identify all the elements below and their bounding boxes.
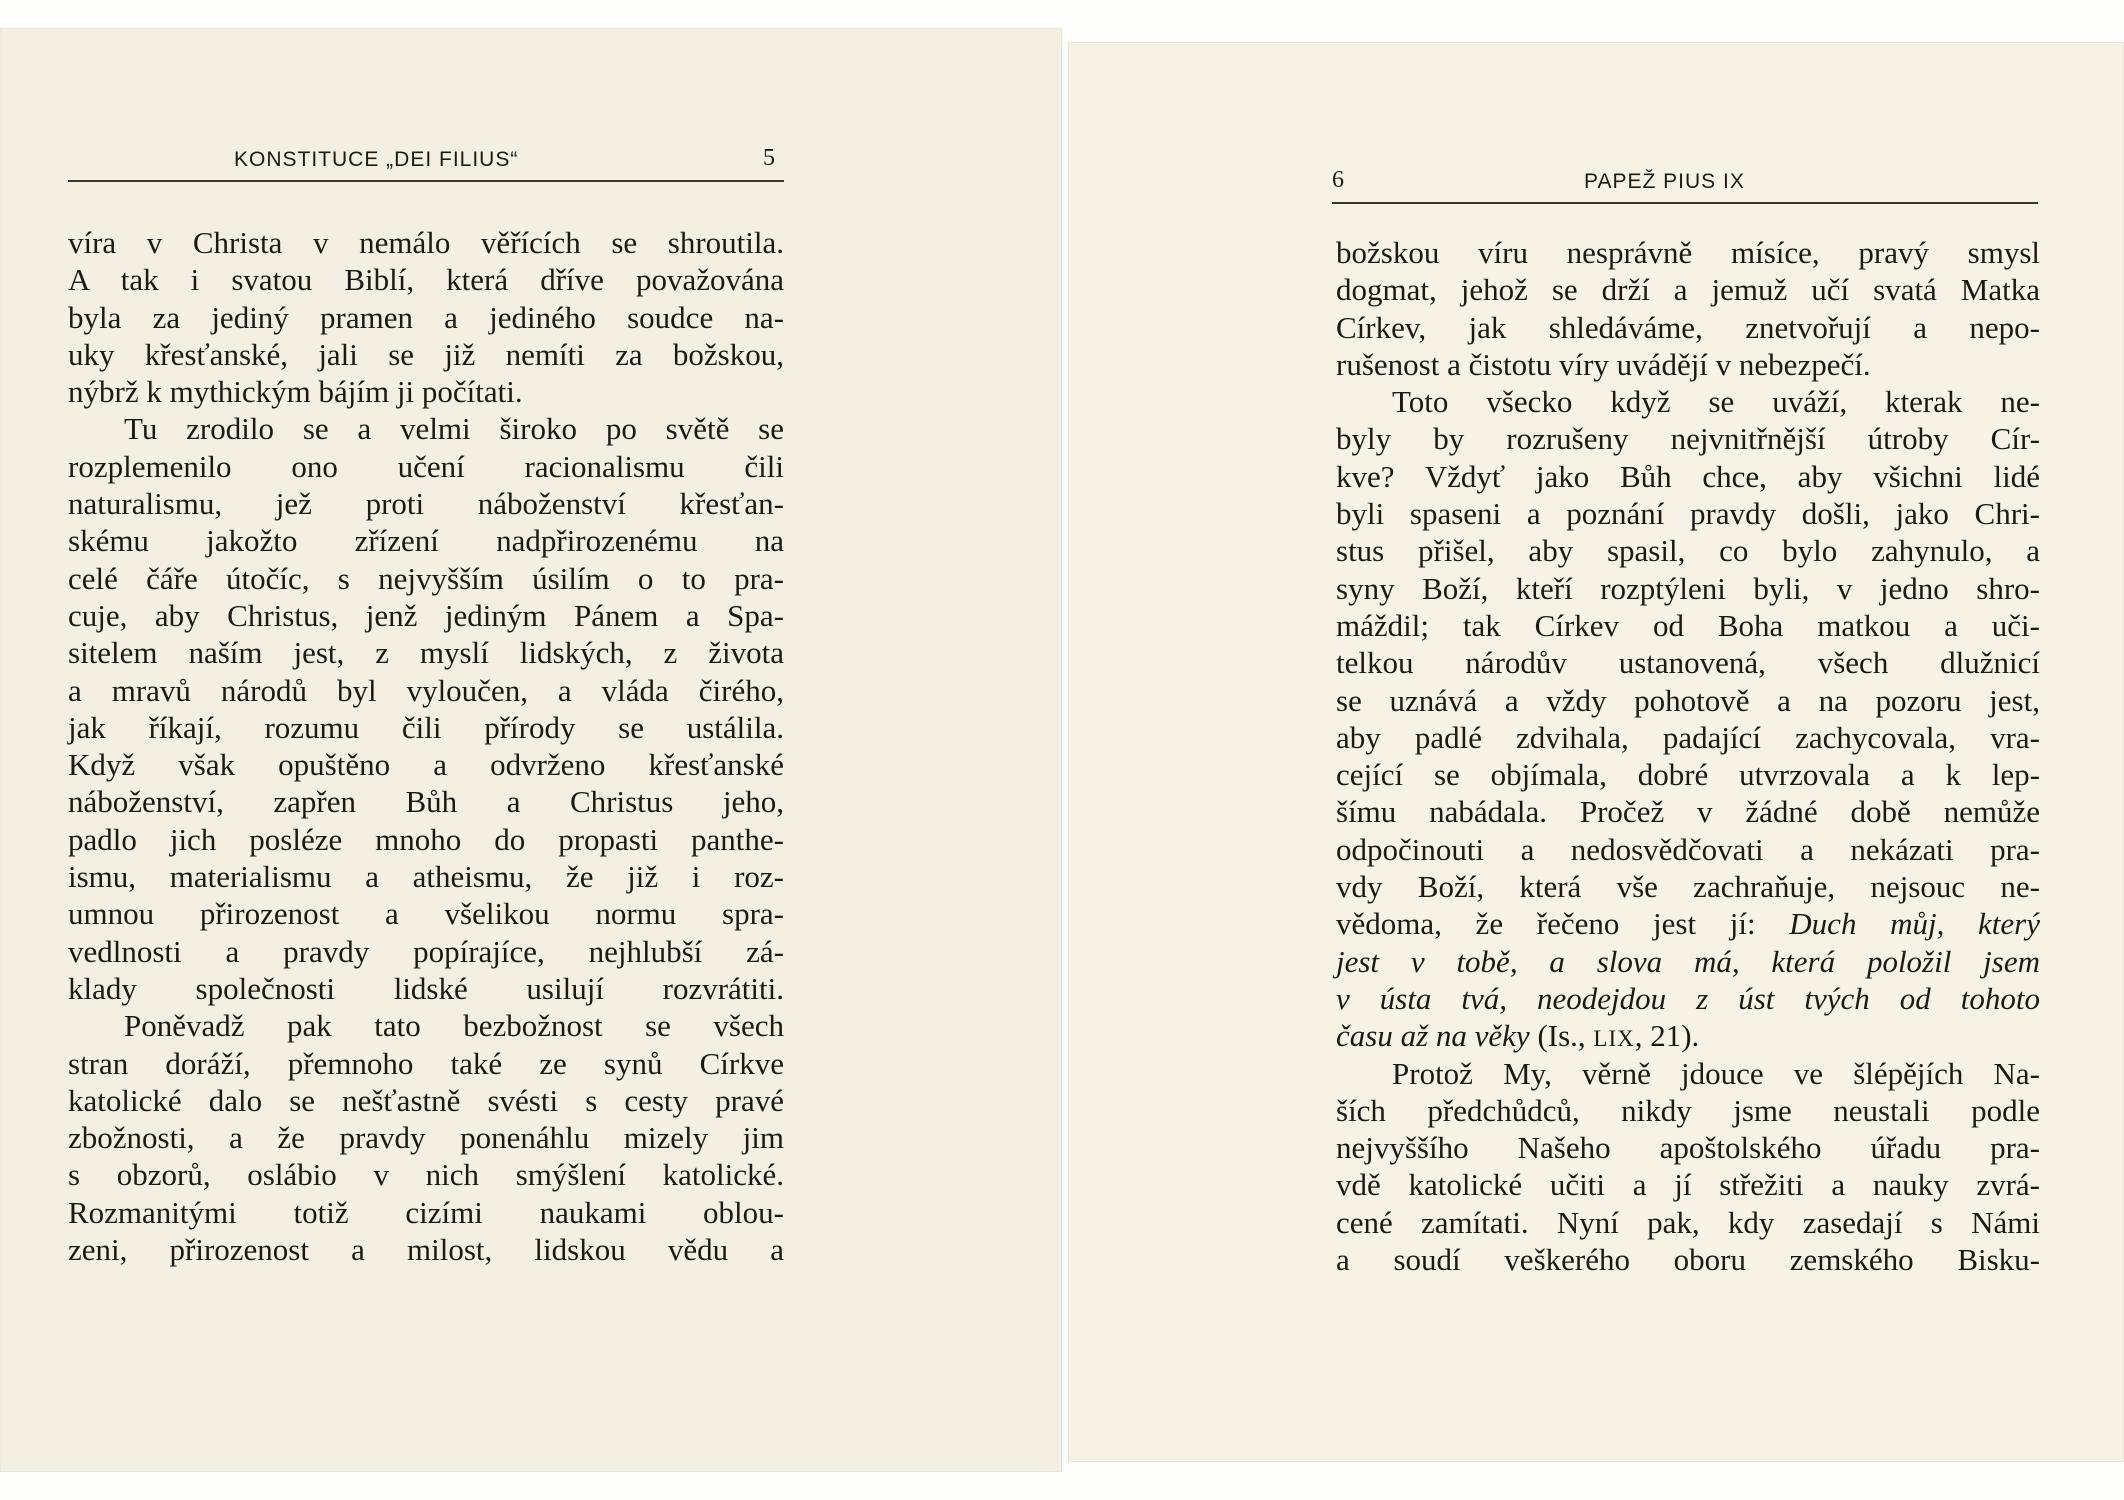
text-run: dogmat, jehož se drží a jemuž učí svatá Matka <box>1336 272 2040 308</box>
text-run: sitelem naším jest, z myslí lidských, z života <box>68 635 784 671</box>
text-run: se uznává a vždy pohotově a na pozoru jest, <box>1336 682 2040 718</box>
text-line <box>68 1119 784 1156</box>
text-line <box>68 1231 784 1268</box>
text-line <box>68 299 784 336</box>
text-run: , 21). <box>1634 1018 1700 1054</box>
text-line <box>1336 644 2040 681</box>
text-line <box>1336 532 2040 569</box>
text-run: rušenost a čistotu víry uvádějí v nebezpečí. <box>1336 346 1871 382</box>
text-run: vdě katolické učiti a jí střežiti a nauky zvrá- <box>1336 1167 2040 1203</box>
text-line <box>68 1082 784 1119</box>
right-page-body <box>1336 234 2040 1278</box>
text-line <box>1336 1017 2040 1054</box>
text-line <box>1336 719 2040 756</box>
text-line <box>1336 420 2040 457</box>
text-run: LIX <box>1593 1026 1635 1052</box>
text-line <box>68 821 784 858</box>
text-line <box>68 336 784 373</box>
text-line <box>68 970 784 1007</box>
text-line <box>1336 1055 2040 1092</box>
text-run: víra v Christa v nemálo věřících se shroutila. <box>68 225 784 260</box>
text-run: s obzorů, oslábio v nich smýšlení katolické. <box>68 1157 784 1193</box>
text-run: naturalismu, jež proti náboženství křesťan- <box>68 486 784 522</box>
text-run: ismu, materialismu a atheismu, že již i roz- <box>68 859 784 895</box>
text-line <box>68 448 784 485</box>
text-line <box>1336 682 2040 719</box>
text-run: nýbrž k mythickým bájím ji počítati. <box>68 374 523 410</box>
text-line <box>1336 1129 2040 1166</box>
text-line <box>68 1194 784 1231</box>
text-line <box>68 485 784 522</box>
text-line <box>1336 271 2040 308</box>
text-line <box>1336 943 2040 980</box>
text-line <box>68 597 784 634</box>
text-run: padlo jich posléze mnoho do propasti panthe- <box>68 821 784 857</box>
text-run: syny Boží, kteří rozptýleni byli, v jedno shro- <box>1336 570 2040 606</box>
text-run: byla za jediný pramen a jediného soudce na- <box>68 299 784 335</box>
text-run: stran doráží, přemnoho také ze synů Církve <box>68 1045 784 1081</box>
text-run: odpočinouti a nedosvědčovati a nekázati pra- <box>1336 831 2040 867</box>
text-line <box>1336 1166 2040 1203</box>
text-run: zeni, přirozenost a milost, lidskou vědu a <box>68 1232 784 1268</box>
text-line <box>1336 1241 2040 1278</box>
text-run: cuje, aby Christus, jenž jediným Pánem a Spa- <box>68 597 784 633</box>
text-run: cené zamítati. Nyní pak, kdy zasedají s Námi <box>1336 1204 2040 1240</box>
text-line <box>1336 980 2040 1017</box>
text-run: šímu nabádala. Pročež v žádné době nemůže <box>1336 794 2040 830</box>
text-line <box>68 224 784 261</box>
text-run: ších předchůdců, nikdy jsme neustali podle <box>1336 1092 2040 1128</box>
text-run: zbožnosti, a že pravdy ponenáhlu mizely jim <box>68 1120 784 1156</box>
text-line <box>1336 905 2040 942</box>
text-run: uky křesťanské, jali se již nemíti za božskou, <box>68 336 784 372</box>
text-run: a soudí veškerého oboru zemského Bisku- <box>1336 1242 2040 1278</box>
text-run: vdy Boží, která vše zachraňuje, nejsouc ne- <box>1336 869 2040 905</box>
text-run: jest v tobě, a slova má, která položil jsem <box>1336 943 2040 979</box>
text-line <box>68 522 784 559</box>
text-run: Rozmanitými totiž cizími naukami oblou- <box>68 1194 784 1230</box>
text-line <box>1336 346 2040 383</box>
left-page-body <box>68 224 784 1268</box>
text-run: umnou přirozenost a všelikou normu spra- <box>68 896 784 932</box>
text-line <box>68 373 784 410</box>
text-run: Poněvadž pak tato bezbožnost se všech <box>124 1008 784 1044</box>
text-run: vedlnosti a pravdy popírajíce, nejhlubší zá- <box>68 933 784 969</box>
text-line <box>68 261 784 298</box>
text-run: Protož My, věrně jdouce ve šlépějích Na- <box>1392 1055 2040 1091</box>
running-title: PAPEŽ PIUS IX <box>1584 170 1745 193</box>
text-run: cející se objímala, dobré utvrzovala a k lep- <box>1336 757 2040 793</box>
text-line <box>68 933 784 970</box>
text-line <box>68 783 784 820</box>
text-run: byli spaseni a poznání pravdy došli, jako Chri- <box>1336 496 2040 532</box>
running-title: KONSTITUCE „DEI FILIUS“ <box>234 148 519 171</box>
text-run: stus přišel, aby spasil, co bylo zahynulo, a <box>1336 533 2040 569</box>
text-line <box>1336 1204 2040 1241</box>
text-line <box>1336 831 2040 868</box>
text-line <box>1336 458 2040 495</box>
text-line <box>68 746 784 783</box>
text-run: aby padlé zdvihala, padající zachycovala, vra- <box>1336 719 2040 755</box>
text-run: (Is., <box>1529 1018 1594 1054</box>
text-line <box>68 1007 784 1044</box>
text-line <box>68 560 784 597</box>
text-run: a mravů národů byl vyloučen, a vláda čirého, <box>68 672 784 708</box>
right-page-header <box>1332 162 2038 204</box>
text-line <box>68 634 784 671</box>
text-line <box>68 672 784 709</box>
page-number: 5 <box>763 145 776 171</box>
text-line <box>68 709 784 746</box>
text-line <box>1336 309 2040 346</box>
text-line <box>1336 1092 2040 1129</box>
text-line <box>68 1045 784 1082</box>
text-run: rozplemenilo ono učení racionalismu čili <box>68 448 784 484</box>
text-run: Tu zrodilo se a velmi široko po světě se <box>124 411 784 447</box>
text-run: Duch můj, který <box>1789 906 2041 942</box>
text-line <box>68 1156 784 1193</box>
text-run: celé čáře útočíc, s nejvyšším úsilím o to pra- <box>68 560 784 596</box>
text-line <box>1336 234 2040 271</box>
text-run: klady společnosti lidské usilují rozvrátiti. <box>68 970 784 1006</box>
text-run: katolické dalo se nešťastně svésti s cesty pravé <box>68 1082 784 1118</box>
text-run: božskou víru nesprávně mísíce, pravý smysl <box>1336 235 2040 270</box>
text-run: A tak i svatou Biblí, která dříve považována <box>68 262 784 298</box>
text-line <box>1336 868 2040 905</box>
left-page-header <box>68 140 784 182</box>
text-run: kve? Vždyť jako Bůh chce, aby všichni lidé <box>1336 458 2040 494</box>
text-run: náboženství, zapřen Bůh a Christus jeho, <box>68 784 784 820</box>
text-run: vědoma, že řečeno jest jí: <box>1336 906 1756 942</box>
text-run: nejvyššího Našeho apoštolského úřadu pra- <box>1336 1130 2040 1166</box>
text-run: Když však opuštěno a odvrženo křesťanské <box>68 747 784 783</box>
text-run: skému jakožto zřízení nadpřirozenému na <box>68 523 784 559</box>
text-run: Toto všecko když se uváží, kterak ne- <box>1392 384 2040 420</box>
text-line <box>1336 793 2040 830</box>
text-run: byly by rozrušeny nejvnitřnější útroby Cír- <box>1336 421 2040 457</box>
text-run: jak říkají, rozumu čili přírody se ustálila. <box>68 709 784 745</box>
page-number: 6 <box>1332 167 1345 193</box>
text-run: máždil; tak Církev od Boha matkou a uči- <box>1336 607 2040 643</box>
text-run: Církev, jak shledáváme, znetvořují a nepo- <box>1336 309 2040 345</box>
text-line <box>1336 607 2040 644</box>
text-run: telkou národův ustanovená, všech dlužnicí <box>1336 645 2040 681</box>
text-line <box>1336 756 2040 793</box>
text-run: v ústa tvá, neodejdou z úst tvých od tohoto <box>1336 980 2040 1016</box>
text-line <box>1336 495 2040 532</box>
text-line <box>68 410 784 447</box>
text-line <box>68 895 784 932</box>
text-line <box>68 858 784 895</box>
text-line <box>1336 570 2040 607</box>
text-line <box>1336 383 2040 420</box>
text-run: času až na věky <box>1336 1018 1530 1054</box>
